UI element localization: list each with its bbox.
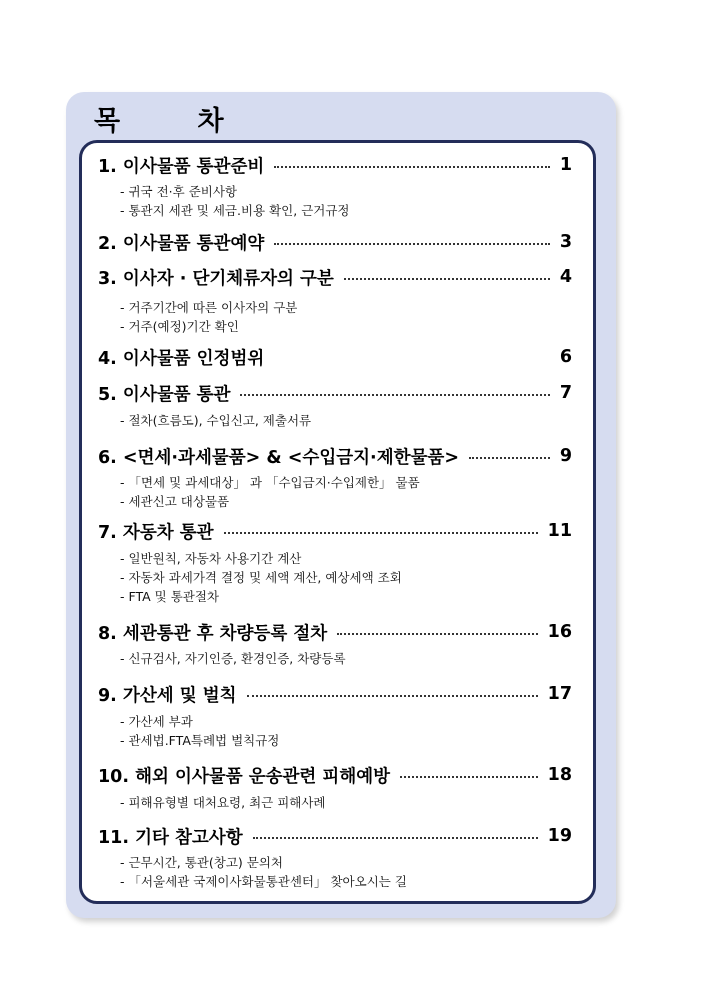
toc-subitem: - 거주(예정)기간 확인 bbox=[120, 319, 239, 334]
toc-entry-3[interactable] bbox=[98, 264, 572, 290]
toc-subitem: - 통관지 세관 및 세금.비용 확인, 근거규정 bbox=[120, 203, 350, 218]
dot-leader bbox=[337, 633, 537, 635]
toc-entry-11[interactable] bbox=[98, 823, 572, 849]
toc-subitem: - 근무시간, 통관(창고) 문의처 bbox=[120, 855, 283, 870]
toc-entry-1[interactable] bbox=[98, 152, 572, 178]
toc-entry-label: 2. 이사물품 통관예약 bbox=[98, 233, 265, 254]
toc-entry-label: 1. 이사물품 통관준비 bbox=[98, 156, 265, 177]
toc-subitem: - 「서울세관 국제이사화물통관센터」 찾아오시는 길 bbox=[120, 874, 407, 889]
toc-subitem: - 관세법.FTA특례법 벌칙규정 bbox=[120, 733, 280, 748]
dot-leader bbox=[344, 278, 550, 280]
dot-leader bbox=[274, 166, 550, 168]
toc-subitem: - 절차(흐름도), 수입신고, 제출서류 bbox=[120, 413, 312, 428]
toc-entry-page: 7 bbox=[559, 383, 572, 403]
dot-leader bbox=[469, 457, 550, 459]
toc-subitem: - 세관신고 대상물품 bbox=[120, 494, 230, 509]
toc-subitem: - 피해유형별 대처요령, 최근 피해사례 bbox=[120, 795, 326, 810]
toc-entry-label: 7. 자동차 통관 bbox=[98, 522, 214, 543]
toc-entry-5[interactable] bbox=[98, 380, 572, 406]
toc-entry-label: 3. 이사자 · 단기체류자의 구분 bbox=[98, 268, 334, 289]
toc-subitem: - 일반원칙, 자동차 사용기간 계산 bbox=[120, 551, 302, 566]
toc-entry-page: 19 bbox=[547, 826, 572, 846]
toc-entry-page: 11 bbox=[547, 521, 572, 541]
dot-leader bbox=[400, 776, 538, 778]
toc-entry-2[interactable] bbox=[98, 229, 572, 255]
toc-subitem: - 신규검사, 자기인증, 환경인증, 차량등록 bbox=[120, 651, 346, 666]
toc-subitem: - FTA 및 통관절차 bbox=[120, 589, 219, 604]
toc-subitem: - 귀국 전·후 준비사항 bbox=[120, 184, 238, 199]
toc-entry-label: 4. 이사물품 인정범위 bbox=[98, 348, 265, 369]
toc-subitem: - 가산세 부과 bbox=[120, 714, 193, 729]
toc-entry-page: 6 bbox=[559, 347, 572, 367]
toc-entry-label: 10. 해외 이사물품 운송관련 피해예방 bbox=[98, 766, 391, 787]
toc-entry-label: 9. 가산세 및 벌칙 bbox=[98, 685, 237, 706]
toc-subitem: - 자동차 과세가격 결정 및 세액 계산, 예상세액 조회 bbox=[120, 570, 402, 585]
toc-title: 목 차 bbox=[94, 106, 224, 137]
toc-entry-label: 8. 세관통관 후 차량등록 절차 bbox=[98, 623, 328, 644]
toc-entry-10[interactable] bbox=[98, 762, 572, 788]
toc-entry-7[interactable] bbox=[98, 518, 572, 544]
dot-leader bbox=[253, 837, 538, 839]
toc-entry-page: 16 bbox=[547, 622, 572, 642]
toc-entry-6[interactable] bbox=[98, 443, 572, 469]
toc-entry-label: 5. 이사물품 통관 bbox=[98, 384, 231, 405]
dot-leader bbox=[240, 394, 549, 396]
toc-entry-4[interactable] bbox=[98, 344, 572, 370]
toc-entry-8[interactable] bbox=[98, 619, 572, 645]
toc-entry-page: 1 bbox=[559, 155, 572, 175]
toc-entry-page: 3 bbox=[559, 232, 572, 252]
dot-leader bbox=[274, 243, 550, 245]
dot-leader bbox=[224, 532, 538, 534]
toc-subitem: - 「면세 및 과세대상」 과 「수입금지·수입제한」 물품 bbox=[120, 475, 420, 490]
toc-entry-page: 4 bbox=[559, 267, 572, 287]
toc-entry-page: 9 bbox=[559, 446, 572, 466]
toc-entry-page: 18 bbox=[547, 765, 572, 785]
toc-subitem: - 거주기간에 따른 이사자의 구분 bbox=[120, 300, 298, 315]
toc-entry-label: 11. 기타 참고사항 bbox=[98, 827, 243, 848]
dot-leader bbox=[247, 695, 538, 697]
toc-entry-9[interactable] bbox=[98, 681, 572, 707]
toc-entry-page: 17 bbox=[547, 684, 572, 704]
toc-entry-label: 6. <면세·과세물품> & <수입금지·제한물품> bbox=[98, 447, 459, 468]
